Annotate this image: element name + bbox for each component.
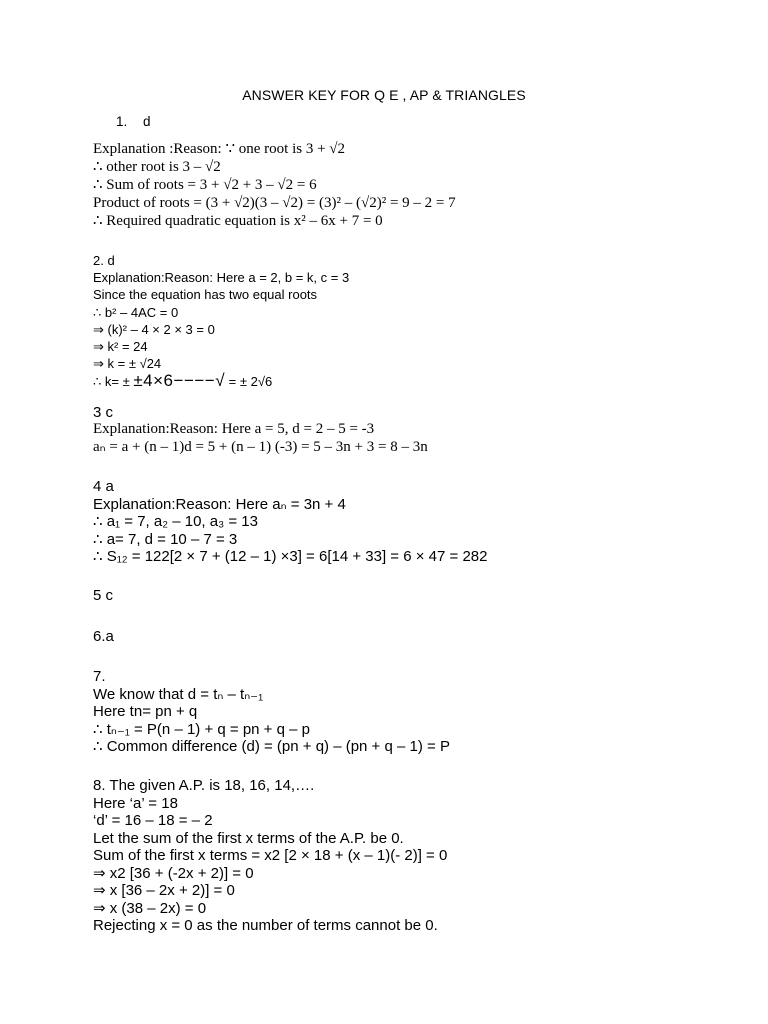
explanation-4-line: Explanation:Reason: Here aₙ = 3n + 4 xyxy=(93,495,346,513)
explanation-4-line: ∴ S₁₂ = 122[2 × 7 + (12 – 1) ×3] = 6[14 + 33] = 6 × 47 = 282 xyxy=(93,548,488,565)
explanation-3-line: aₙ = a + (n – 1)d = 5 + (n – 1) (-3) = 5 – 3n + 3 = 8 – 3n xyxy=(93,439,428,455)
k-value-end: = ± 2√6 xyxy=(225,374,273,390)
explanation-2-line: Since the equation has two equal roots xyxy=(93,287,318,303)
explanation-2-line: ⇒ (k)² – 4 × 2 × 3 = 0 xyxy=(93,321,215,337)
answer-1-option: d xyxy=(143,114,151,129)
answer-1-number: 1. xyxy=(116,114,128,129)
explanation-8-line: ⇒ x [36 – 2x + 2)] = 0 xyxy=(93,882,235,899)
answer-6: 6.a xyxy=(93,628,114,645)
explanation-3 xyxy=(93,420,428,456)
explanation-7-line: Here tn= pn + q xyxy=(93,703,198,720)
explanation-4-line: 4 a xyxy=(93,478,114,495)
explanation-8-line: 8. The given A.P. is 18, 16, 14,…. xyxy=(93,777,315,794)
explanation-2-line: 2. d xyxy=(93,253,115,268)
explanation-1-line: ∴ Required quadratic equation is x² – 6x + 7 = 0 xyxy=(93,213,383,229)
page-title: ANSWER KEY FOR Q E , AP & TRIANGLES xyxy=(242,87,526,103)
explanation-2-line: ⇒ k² = 24 xyxy=(93,339,148,355)
explanation-4 xyxy=(93,478,487,566)
explanation-7 xyxy=(93,668,450,756)
explanation-1-line: ∴ other root is 3 – √2 xyxy=(93,159,221,175)
explanation-7-line: 7. xyxy=(93,668,106,685)
explanation-8-line: Sum of the first x terms = x2 [2 × 18 + (x – 1)(- 2)] = 0 xyxy=(93,847,448,864)
explanation-1-line: Product of roots = (3 + √2)(3 – √2) = (3)² – (√2)² = 9 – 2 = 7 xyxy=(93,195,456,211)
explanation-4-line: ∴ a₁ = 7, a₂ – 10, a₃ = 13 xyxy=(93,513,258,530)
explanation-7-line: ∴ tₙ₋₁ = P(n – 1) + q = pn + q – p xyxy=(93,720,310,738)
answer-5: 5 c xyxy=(93,587,114,604)
explanation-8-line: Let the sum of the first x terms of the A.P. be 0. xyxy=(93,829,404,847)
explanation-8 xyxy=(93,777,447,935)
explanation-3-line: Explanation:Reason: Here a = 5, d = 2 – 5 = -3 xyxy=(93,421,375,437)
explanation-7-line: ∴ Common difference (d) = (pn + q) – (pn + q – 1) = P xyxy=(93,738,450,755)
answer-3-head: 3 c xyxy=(93,404,114,421)
explanation-2-line: Explanation:Reason: Here a = 2, b = k, c = 3 xyxy=(93,270,350,286)
explanation-7-line: We know that d = tₙ – tₙ₋₁ xyxy=(93,685,264,703)
explanation-8-line: ‘d’ = 16 – 18 = – 2 xyxy=(93,812,213,829)
explanation-8-line: ⇒ x2 [36 + (-2x + 2)] = 0 xyxy=(93,864,254,882)
k-value-start: ∴ k= ± xyxy=(93,374,134,390)
explanation-8-line: ⇒ x (38 – 2x) = 0 xyxy=(93,899,207,917)
explanation-8-line: Rejecting x = 0 as the number of terms cannot be 0. xyxy=(93,917,438,934)
answer-1 xyxy=(116,114,151,129)
explanation-2-line: ⇒ k = ± √24 xyxy=(93,356,162,372)
explanation-2-line: ∴ b² – 4AC = 0 xyxy=(93,304,179,320)
explanation-1 xyxy=(93,140,456,230)
explanation-1-line: ∴ Sum of roots = 3 + √2 + 3 – √2 = 6 xyxy=(93,177,317,193)
explanation-1-line: Explanation :Reason: ∵ one root is 3 + √2 xyxy=(93,141,346,157)
k-value-radical: ±4×6−−−−√ xyxy=(133,371,226,391)
explanation-4-line: ∴ a= 7, d = 10 – 7 = 3 xyxy=(93,530,238,548)
explanation-8-line: Here ‘a’ = 18 xyxy=(93,794,178,812)
explanation-2-last-line xyxy=(93,372,349,390)
explanation-2 xyxy=(93,252,349,391)
